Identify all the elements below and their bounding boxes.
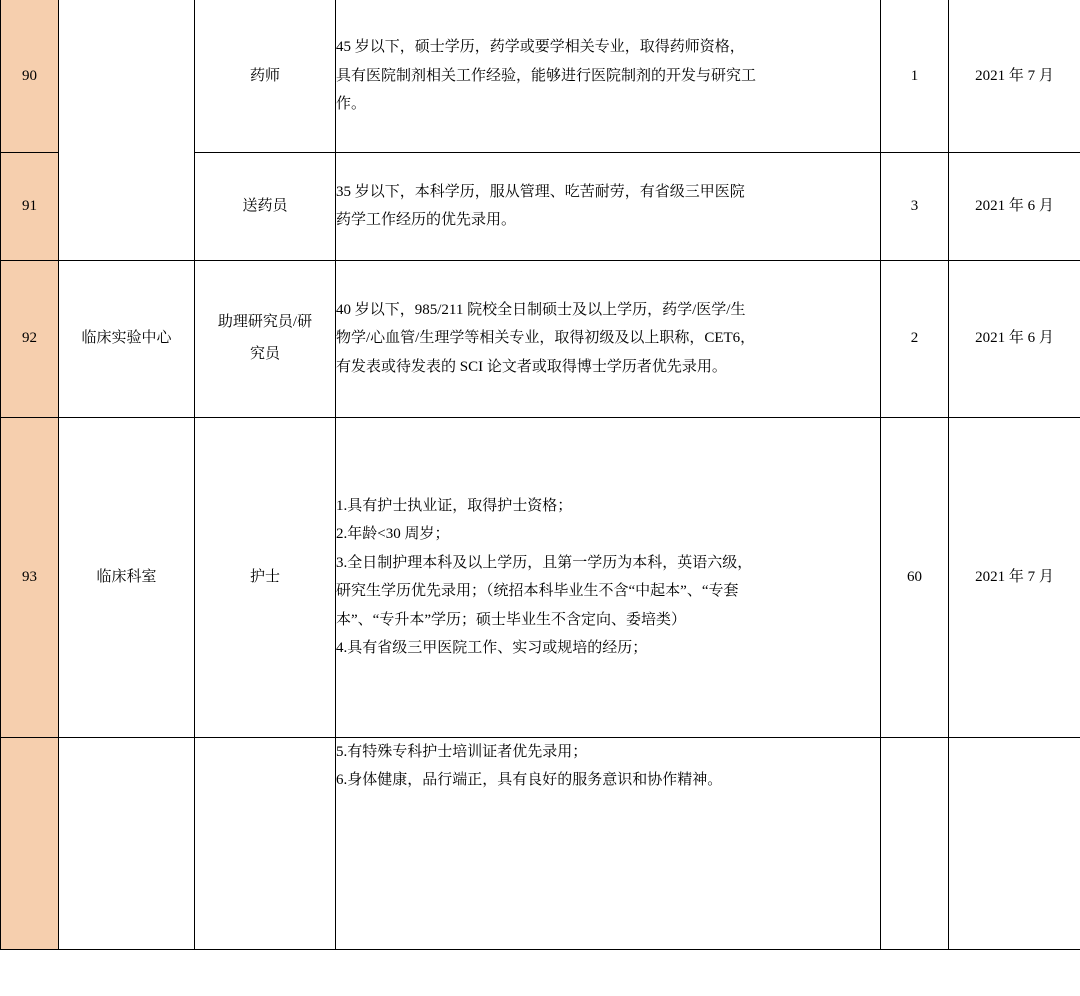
headcount-cell: 2 <box>881 260 949 417</box>
report-date-cell: 2021 年 7 月 <box>949 0 1080 152</box>
position-cell: 护士 <box>195 417 336 737</box>
row-number-cell: 92 <box>1 260 59 417</box>
headcount-cell <box>881 737 949 949</box>
requirement-line: 作。 <box>336 96 367 112</box>
headcount-cell: 3 <box>881 152 949 260</box>
department-cell: 临床实验中心 <box>59 260 195 417</box>
requirement-line: 45 岁以下，硕士学历，药学或要学相关专业，取得药师资格， <box>336 39 745 55</box>
requirements-cell <box>336 417 881 737</box>
position-cell <box>195 260 336 417</box>
headcount-cell: 1 <box>881 0 949 152</box>
row-number-cell: 93 <box>1 417 59 737</box>
report-date-cell <box>949 737 1080 949</box>
table-row <box>1 0 1080 152</box>
position-line: 助理研究员/研 <box>217 314 313 330</box>
requirement-line: 1.具有护士执业证，取得护士资格； <box>336 497 573 514</box>
table-row <box>1 417 1080 737</box>
row-number-cell <box>1 737 59 949</box>
requirements-cell <box>336 260 881 417</box>
requirement-line: 药学工作经历的优先录用。 <box>336 212 517 228</box>
requirement-line: 3.全日制护理本科及以上学历，且第一学历为本科，英语六级， <box>336 554 753 571</box>
row-number-cell: 90 <box>1 0 59 152</box>
position-cell: 送药员 <box>195 152 336 260</box>
report-date-cell: 2021 年 7 月 <box>949 417 1080 737</box>
requirement-line: 研究生学历优先录用；（统招本科毕业生不含“中起本”、“专套 <box>336 583 739 599</box>
requirement-line: 有发表或待发表的 SCI 论文者或取得博士学历者优先录用。 <box>336 358 727 375</box>
department-cell <box>59 737 195 949</box>
headcount-cell: 60 <box>881 417 949 737</box>
requirements-cell <box>336 0 881 152</box>
requirement-line: 6.身体健康，品行端正，具有良好的服务意识和协作精神。 <box>336 772 723 788</box>
row-number-cell: 91 <box>1 152 59 260</box>
table-row <box>1 260 1080 417</box>
position-line: 究员 <box>249 345 280 362</box>
report-date-cell: 2021 年 6 月 <box>949 260 1080 417</box>
requirement-line: 具有医院制剂相关工作经验，能够进行医院制剂的开发与研究工 <box>336 67 757 84</box>
department-cell <box>59 0 195 260</box>
position-cell: 药师 <box>195 0 336 152</box>
requirements-cell <box>336 737 881 949</box>
requirement-line: 2.年龄<30 周岁； <box>336 526 450 542</box>
requirement-line: 35 岁以下，本科学历，服从管理、吃苦耐劳，有省级三甲医院 <box>336 183 745 200</box>
requirements-cell <box>336 152 881 260</box>
requirement-line: 5.有特殊专科护士培训证者优先录用； <box>336 743 588 760</box>
position-cell <box>195 737 336 949</box>
requirement-line: 本”、“专升本”学历；硕士毕业生不含定向、委培类） <box>336 611 686 628</box>
report-date-cell: 2021 年 6 月 <box>949 152 1080 260</box>
requirement-line: 40 岁以下，985/211 院校全日制硕士及以上学历，药学/医学/生 <box>336 301 746 318</box>
requirement-line: 物学/心血管/生理学等相关专业，取得初级及以上职称，CET6， <box>336 330 756 347</box>
requirement-line: 4.具有省级三甲医院工作、实习或规培的经历； <box>336 640 648 656</box>
table-row-continuation <box>1 737 1080 949</box>
department-cell: 临床科室 <box>59 417 195 737</box>
